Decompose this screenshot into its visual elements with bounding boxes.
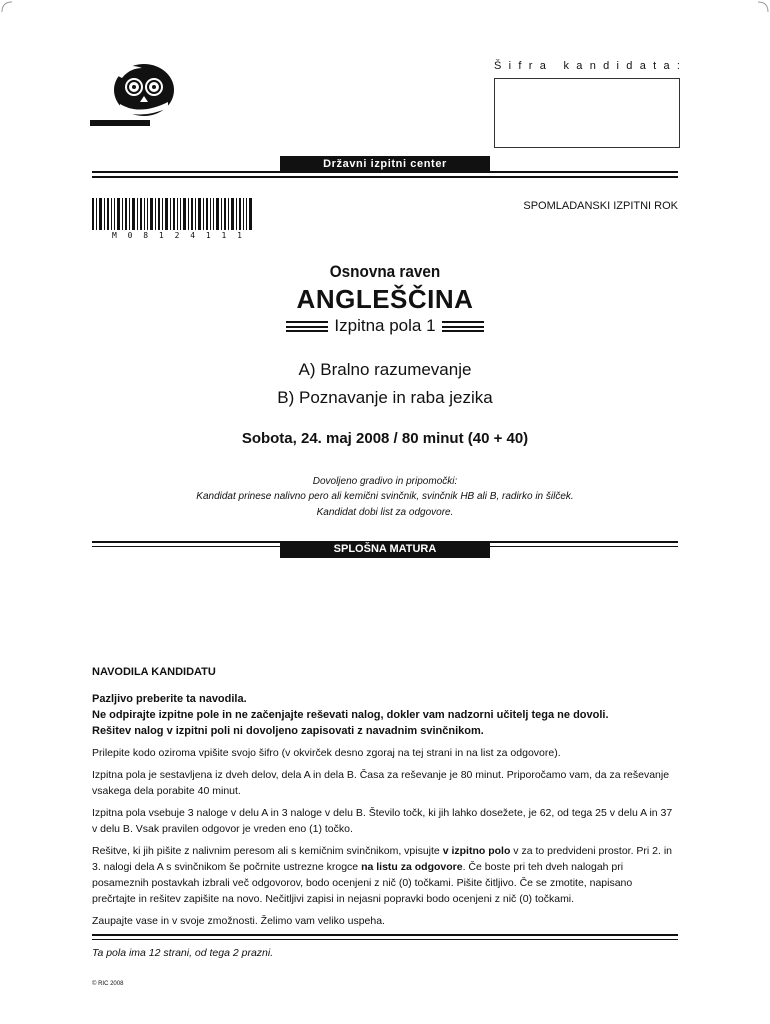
- answer-sheet-note: Kandidat dobi list za odgovore.: [316, 507, 454, 518]
- instruction-bold-1: Pazljivo preberite ta navodila.: [92, 693, 247, 705]
- instruction-emphasis: na listu za odgovore: [361, 861, 463, 873]
- instruction-bold-2: Ne odpirajte izpitne pole in ne začenjajte reševati nalog, dokler vam nadzorni učitelj tega ne dovoli.: [92, 709, 609, 721]
- exam-date: Sobota, 24. maj 2008 / 80 minut (40 + 40): [241, 430, 529, 447]
- instructions: [92, 664, 678, 929]
- barcode-digit: 1: [158, 231, 164, 240]
- copyright: © RIC 2008: [92, 981, 124, 987]
- instruction-text: v za to predvideni prostor. Pri 2. in 3. nalogi dela A s svinčnikom še počrnite ustrezne krogce: [92, 845, 673, 873]
- instruction-paragraph-3: Izpitna pola vsebuje 3 naloge v delu A in 3 naloge v delu B. Število točk, ki jih lahko dosežete, je 62, od tega 25 v delu A in 37 v delu B. Vsak pravilen odgovor je vreden eno (1) točko.: [92, 807, 673, 835]
- divider-line: [92, 934, 678, 936]
- paper-row: [0, 316, 770, 336]
- part-a-title: A) Bralno razumevanje: [298, 360, 472, 379]
- divider-line: [92, 176, 678, 178]
- subject-title: ANGLEŠČINA: [296, 284, 474, 314]
- barcode-digit: 1: [237, 231, 242, 240]
- instructions-heading: NAVODILA KANDIDATU: [92, 666, 216, 678]
- owl-logo: [90, 56, 182, 128]
- candidate-code-label: Šifra kandidata:: [494, 60, 688, 72]
- instruction-paragraph-1: Prilepite kodo oziroma vpišite svojo šifro (v okvirček desno zgoraj na tej strani in na list za odgovore).: [92, 747, 561, 759]
- instruction-paragraph-2: Izpitna pola je sestavljena iz dveh delov, dela A in dela B. Časa za reševanje je 80 minut. Priporočamo vam, da za reševanje vsakega dela porabite 40 minut.: [92, 769, 670, 797]
- instruction-text: . Če boste pri teh dveh nalogah pri posameznih postavkah izbrali več odgovorov, bodo ocenjeni z nič (0) točkami. Pišite čitljivo. Če se zmotite, napisano prečrtajte in rešitev zapišite na novo. Nečitljivi zapisi in nejasni popravki bodo ocenjeni z nič (0) točkami.: [92, 861, 633, 905]
- center-name-banner: Državni izpitni center: [280, 156, 490, 173]
- instruction-text: Rešitve, ki jih pišite z nalivnim peresom ali s kemičnim svinčnikom, vpisujte: [92, 845, 443, 857]
- candidate-code-box[interactable]: [494, 78, 680, 148]
- divider-line: [92, 939, 678, 940]
- barcode-digit: 2: [174, 231, 180, 240]
- decorative-lines: [442, 321, 484, 332]
- exam-type-banner: SPLOŠNA MATURA: [280, 541, 490, 558]
- instruction-paragraph-5: Zaupajte vase in v svoje zmožnosti. Želimo vam veliko uspeha.: [92, 915, 385, 927]
- barcode-digit: 8: [143, 231, 149, 240]
- materials-title: Dovoljeno gradivo in pripomočki:: [312, 476, 458, 487]
- instruction-paragraph-4: [92, 843, 678, 907]
- materials-text: Kandidat prinese nalivno pero ali kemični svinčnik, svinčnik HB ali B, radirko in šilček.: [196, 491, 574, 502]
- barcode-digit: M: [112, 231, 117, 240]
- pages-note: Ta pola ima 12 strani, od tega 2 prazni.: [92, 947, 274, 959]
- exam-session: SPOMLADANSKI IZPITNI ROK: [523, 200, 678, 212]
- barcode: [92, 198, 252, 230]
- decorative-lines: [286, 321, 328, 332]
- paper-title: Izpitna pola 1: [334, 316, 436, 335]
- barcode-digit: 1: [205, 231, 211, 240]
- barcode-digit: 4: [190, 231, 196, 240]
- barcode-digits: [112, 231, 242, 240]
- barcode-digit: 0: [127, 231, 133, 240]
- exam-level: Osnovna raven: [329, 262, 441, 281]
- instruction-emphasis: v izpitno polo: [442, 845, 511, 857]
- part-b-title: B) Poznavanje in raba jezika: [277, 388, 493, 407]
- instruction-bold-3: Rešitev nalog v izpitni poli ni dovoljeno zapisovati z navadnim svinčnikom.: [92, 725, 484, 737]
- barcode-digit: 1: [221, 231, 227, 240]
- corner-mark-top-right: [756, 0, 770, 14]
- corner-mark-top-left: [0, 0, 14, 14]
